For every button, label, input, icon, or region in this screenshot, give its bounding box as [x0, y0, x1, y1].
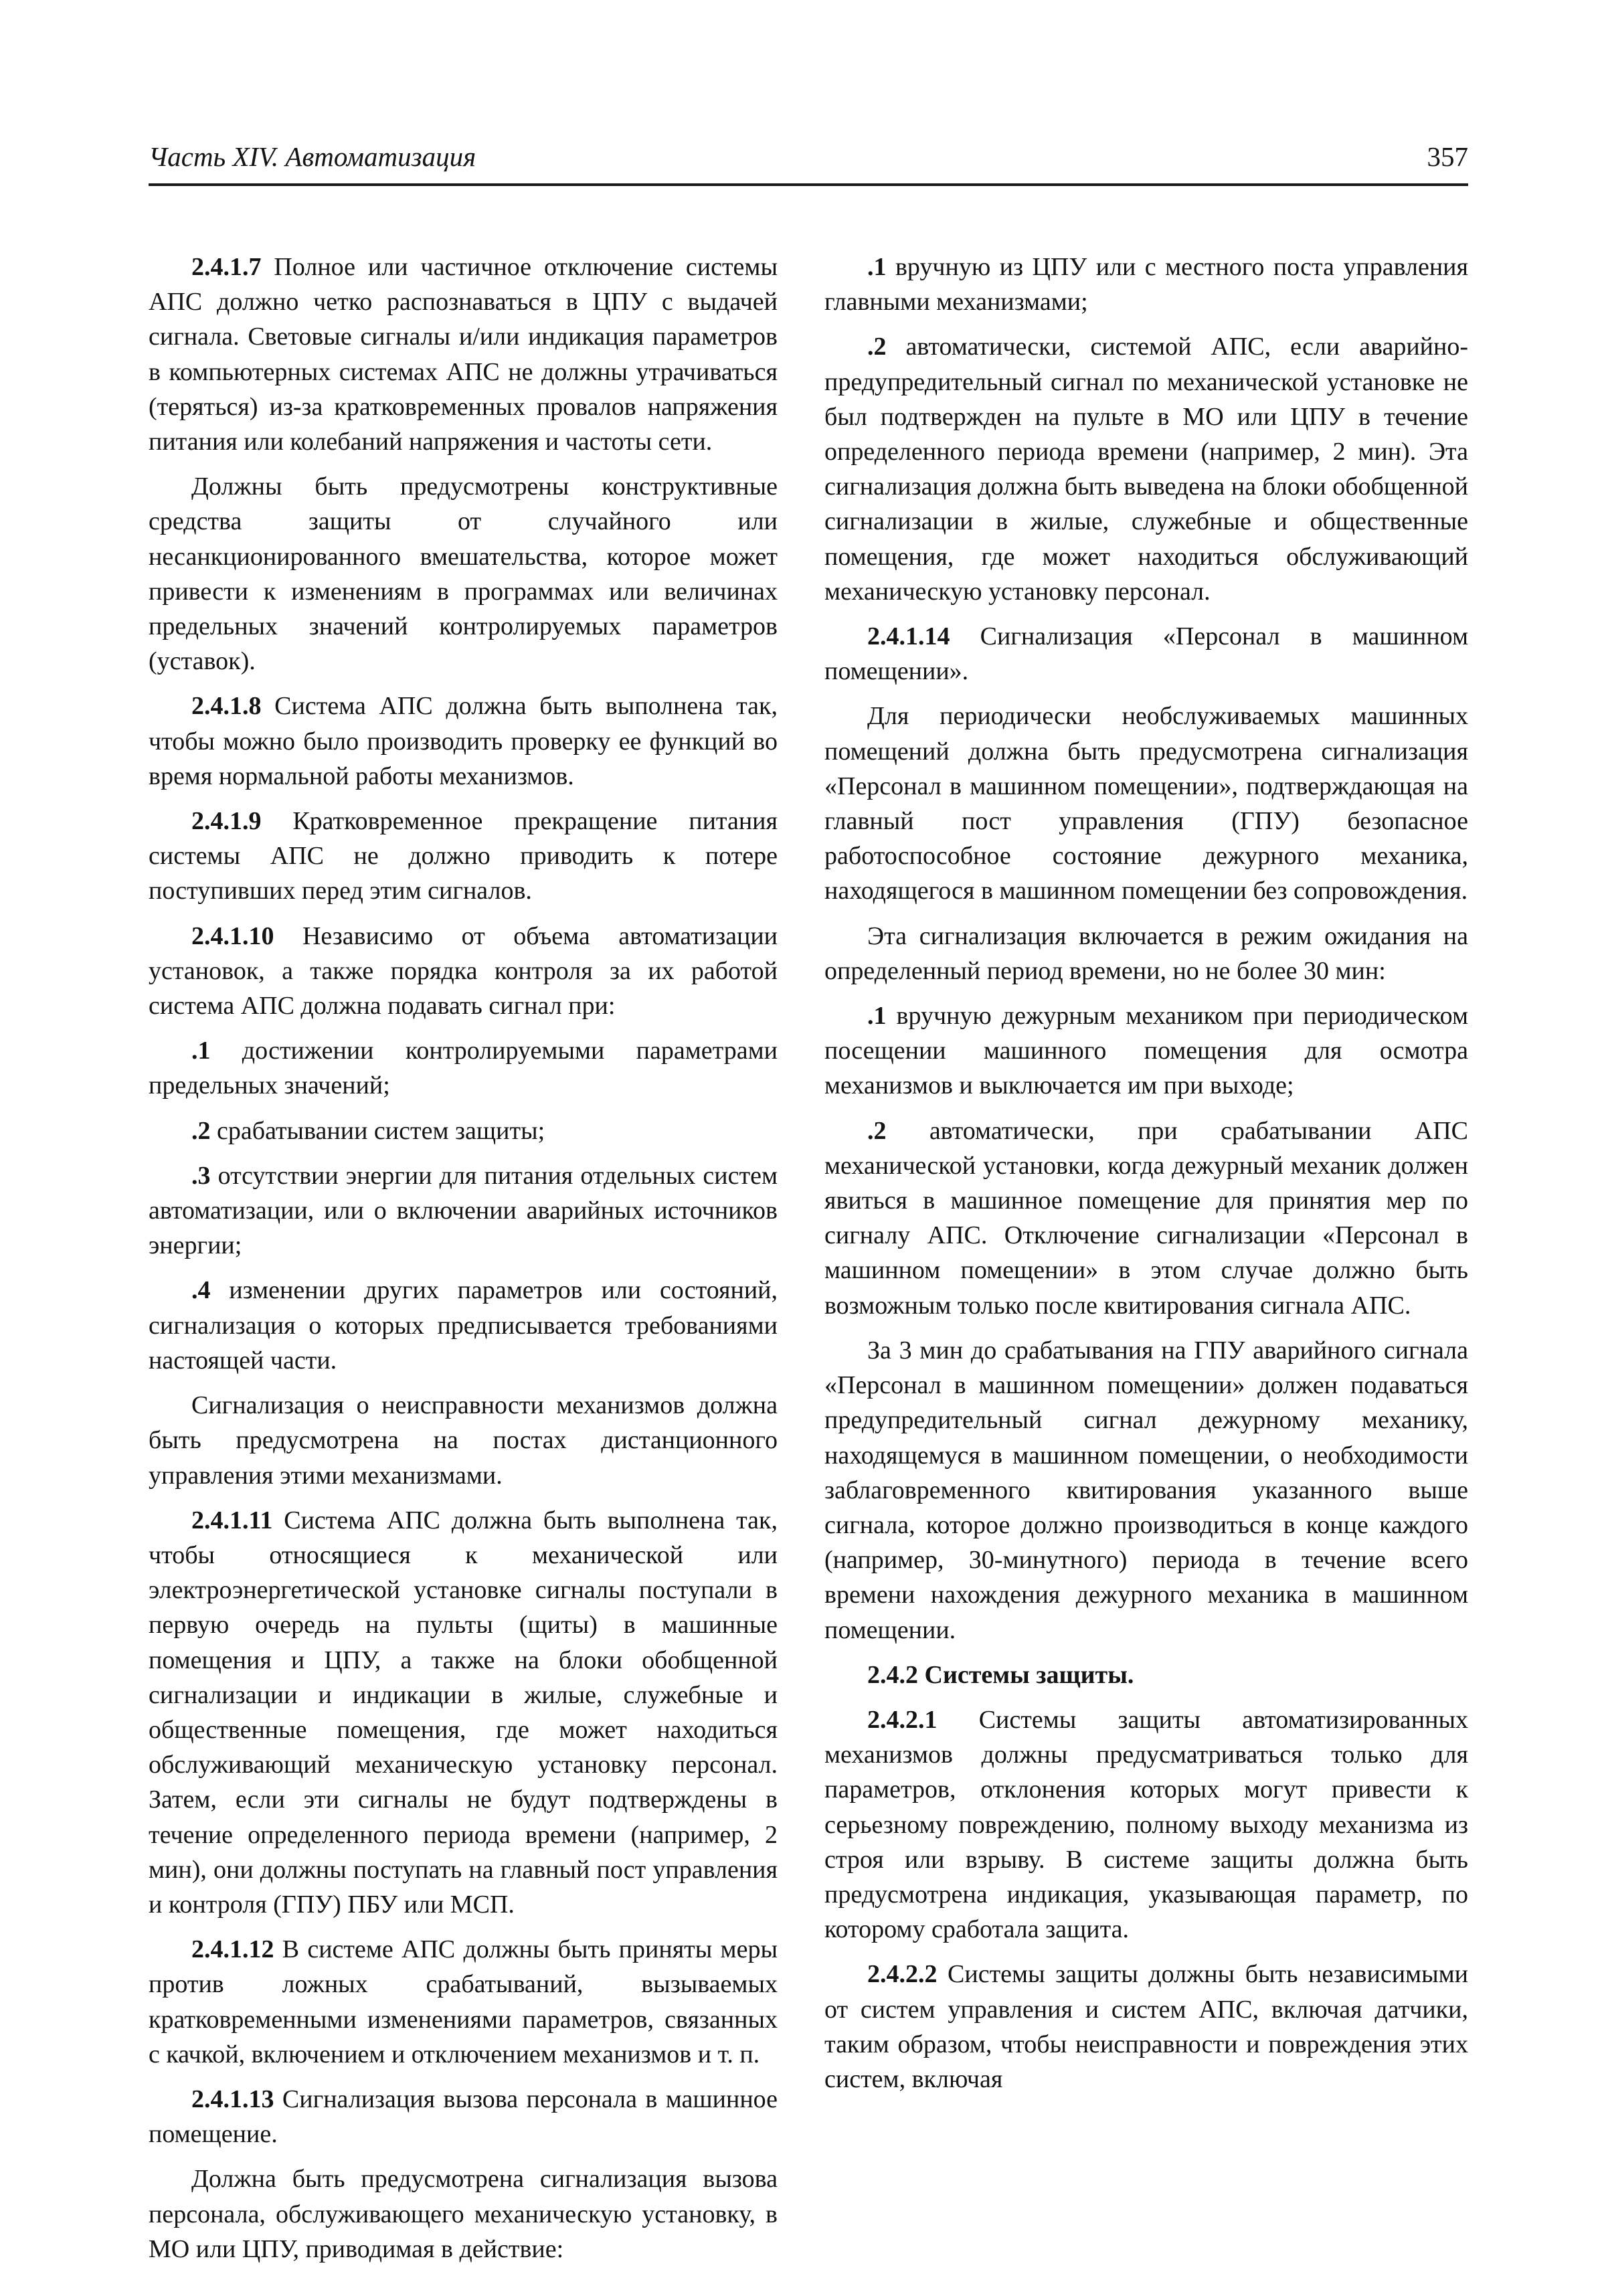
clause-number: 2.4.1.12: [191, 1935, 274, 1964]
list-item: [824, 998, 1468, 1103]
list-item-text: срабатывании систем защиты;: [210, 1116, 545, 1145]
list-marker: .3: [191, 1161, 211, 1190]
paragraph: [824, 619, 1468, 689]
list-item-text: автоматически, при срабатывании АПС механической установки, когда дежурный механик должен явиться в машинное помещение для принятия мер по сигналу АПС. Отключение сигнализации «Персонал в машинном помещении» в этом случае должно быть возможным только после квитирования сигнала АПС.: [824, 1116, 1468, 1320]
paragraph-text: Должна быть предусмотрена сигнализация вызова персонала, обслуживающего механическую установку, в МО или ЦПУ, приводимая в действие:: [149, 2165, 778, 2263]
clause-number: 2.4.1.14: [867, 622, 950, 651]
running-title: Часть XIV. Автоматизация: [149, 141, 476, 172]
clause-number: 2.4.2.2: [867, 1960, 938, 1989]
paragraph-text: Кратковременное прекращение питания системы АПС не должно приводить к потере поступивших перед этим сигналов.: [149, 807, 778, 905]
list-item-text: вручную дежурным механиком при периодическом посещении машинного помещения для осмотра механизмов и выключается им при выходе;: [824, 1002, 1468, 1100]
paragraph-text: Для периодически необслуживаемых машинных помещений должна быть предусмотрена сигнализация «Персонал в машинном помещении», подтверждающая на главный пост управления (ГПУ) безопасное работоспособное состояние дежурного механика, находящегося в машинном помещении без сопровождения.: [824, 702, 1468, 905]
paragraph-text: Полное или частичное отключение системы АПС должно четко распознаваться в ЦПУ с выдачей сигнала. Световые сигналы и/или индикация параметров в компьютерных системах АПС не должны утрачиваться (теряться) из-за кратковременных провалов напряжения питания или колебаний напряжения и частоты сети.: [149, 253, 778, 456]
list-item: [149, 1273, 778, 1378]
paragraph-text: Системы защиты автоматизированных механизмов должны предусматриваться только для параметров, отклонения которых могут привести к серьезному повреждению, полному выходу механизма из строя или взрыву. В системе защиты должна быть предусмотрена индикация, указывающая параметр, по которому сработала защита.: [824, 1705, 1468, 1944]
paragraph: [149, 2161, 778, 2267]
paragraph-text: Система АПС должна быть выполнена так, чтобы можно было производить проверку ее функций во время нормальной работы механизмов.: [149, 692, 778, 790]
paragraph-text: Система АПС должна быть выполнена так, чтобы относящиеся к механической или электроэнергетической установке сигналы поступали в первую очередь на пульты (щиты) в машинные помещения и ЦПУ, а также на блоки обобщенной сигнализации и индикации в жилые, служебные и общественные помещения, где может находиться обслуживающий механическую установку персонал. Затем, если эти сигналы не будут подтверждены в течение определенного периода времени (например, 2 мин), они должны поступать на главный пост управления и контроля (ГПУ) ПБУ или МСП.: [149, 1506, 778, 1919]
paragraph: [149, 469, 778, 679]
paragraph-text: Системы защиты должны быть независимыми от систем управления и систем АПС, включая датчики, таким образом, чтобы неисправности и повреждения этих систем, включая: [824, 1960, 1468, 2093]
list-marker: .1: [867, 1002, 887, 1031]
paragraph-text: За 3 мин до срабатывания на ГПУ аварийного сигнала «Персонал в машинном помещении» должен подаваться предупредительный сигнал дежурному механику, находящемуся в машинном помещении, о необходимости заблаговременного квитирования указанного выше сигнала, которое должно производиться в конце каждого (например, 30-минутного) периода в течение всего времени нахождения дежурного механика в машинном помещении.: [824, 1336, 1468, 1644]
paragraph: [824, 1333, 1468, 1648]
list-item-text: изменении других параметров или состояний, сигнализация о которых предписывается требованиями настоящей части.: [149, 1276, 778, 1375]
paragraph: [149, 1503, 778, 1922]
list-item: [824, 329, 1468, 609]
paragraph: [824, 699, 1468, 908]
paragraph: [824, 919, 1468, 988]
list-item-text: автоматически, системой АПС, если аварийно-предупредительный сигнал по механической установке не был подтвержден на пульте в МО или ЦПУ в течение определенного периода времени (например, 2 мин). Эта сигнализация должна быть выведена на блоки обобщенной сигнализации в жилые, служебные и общественные помещения, где может находиться обслуживающий механическую установку персонал.: [824, 333, 1468, 606]
paragraph: [149, 919, 778, 1024]
list-marker: .4: [191, 1276, 211, 1305]
paragraph-text: Сигнализация о неисправности механизмов должна быть предусмотрена на постах дистанционного управления этими механизмами.: [149, 1391, 778, 1490]
paragraph: [149, 804, 778, 909]
paragraph-text: Должны быть предусмотрены конструктивные средства защиты от случайного или несанкционированного вмешательства, которое может привести к изменениям в программах или величинах предельных значений контролируемых параметров (уставок).: [149, 472, 778, 676]
list-item: [149, 1114, 778, 1148]
list-item-text: достижении контролируемыми параметрами предельных значений;: [149, 1037, 778, 1100]
section-heading-text: 2.4.2 Системы защиты.: [867, 1660, 1134, 1689]
list-item-text: отсутствии энергии для питания отдельных систем автоматизации, или о включении аварийных источников энергии;: [149, 1161, 778, 1260]
paragraph-text: В системе АПС должны быть приняты меры против ложных срабатываний, вызываемых кратковременными изменениями параметров, связанных с качкой, включением и отключением механизмов и т. п.: [149, 1935, 778, 2068]
list-marker: .1: [867, 253, 887, 281]
paragraph-text: Сигнализация «Персонал в машинном помещении».: [824, 622, 1468, 686]
paragraph: [824, 1702, 1468, 1947]
clause-number: 2.4.1.10: [191, 921, 274, 950]
left-column: [149, 250, 778, 2277]
page-header: [149, 134, 1468, 186]
clause-number: 2.4.1.13: [191, 2085, 274, 2113]
list-marker: .2: [867, 1116, 887, 1145]
page-number: 357: [1427, 141, 1468, 172]
clause-number: 2.4.2.1: [867, 1705, 938, 1734]
right-column: [824, 250, 1468, 2107]
paragraph: [149, 689, 778, 794]
paragraph-text: Независимо от объема автоматизации установок, а также порядка контроля за их работой система АПС должна подавать сигнал при:: [149, 921, 778, 1021]
paragraph: [149, 2082, 778, 2151]
clause-number: 2.4.1.11: [191, 1506, 273, 1534]
paragraph: [149, 1388, 778, 1493]
paragraph: [149, 1932, 778, 2072]
paragraph: [149, 250, 778, 459]
list-item: [149, 1158, 778, 1263]
paragraph: [824, 1957, 1468, 2097]
section-heading: [824, 1658, 1468, 1692]
list-item-text: вручную из ЦПУ или с местного поста управления главными механизмами;: [824, 253, 1468, 317]
list-item: [824, 1114, 1468, 1323]
clause-number: 2.4.1.8: [191, 692, 262, 721]
list-item: [149, 1033, 778, 1103]
list-marker: .2: [867, 333, 887, 361]
clause-number: 2.4.1.7: [191, 253, 262, 281]
paragraph-text: Сигнализация вызова персонала в машинное помещение.: [149, 2085, 778, 2149]
paragraph-text: Эта сигнализация включается в режим ожидания на определенный период времени, но не более 30 мин:: [824, 921, 1468, 985]
clause-number: 2.4.1.9: [191, 807, 262, 836]
list-item: [824, 250, 1468, 319]
list-marker: .1: [191, 1037, 211, 1065]
list-marker: .2: [191, 1116, 211, 1145]
